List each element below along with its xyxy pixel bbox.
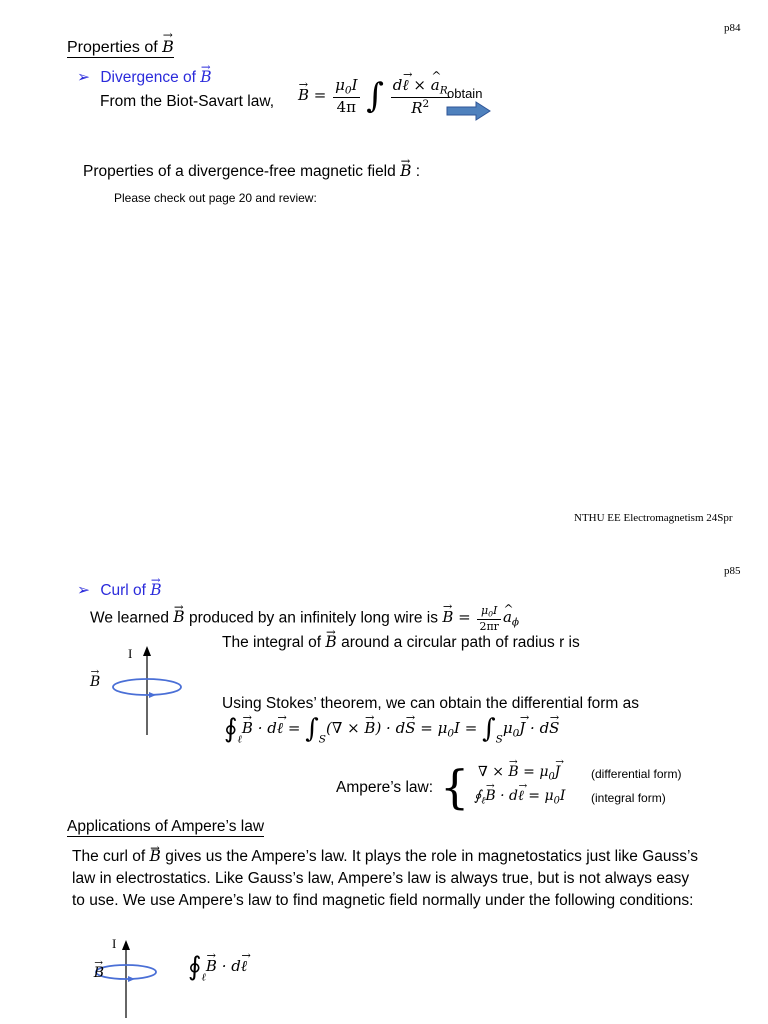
curl-symbol: → B bbox=[150, 581, 161, 599]
divergence-free-colon: : bbox=[411, 163, 421, 180]
left-brace: { bbox=[440, 760, 470, 814]
arrow-bullet-icon: ➢ bbox=[77, 582, 90, 599]
stokes-text: Using Stokes’ theorem, we can obtain the differential form as bbox=[222, 695, 639, 712]
slide-p85 bbox=[0, 540, 768, 1024]
obtain-label: obtain bbox=[447, 86, 483, 101]
title-text: Properties of bbox=[67, 39, 163, 56]
divergence-heading bbox=[77, 68, 212, 87]
stokes-equation: $∮_\ell\to B \cdot d\to$ ℓ = $\int_S(\nabla$ × → $B) \cdot d\to S = \mu_0I = \int_S\mu_0\to J \cdot d\to S$ bbox=[224, 716, 559, 745]
title-symbol: → B bbox=[162, 37, 174, 56]
curl-heading bbox=[77, 581, 162, 600]
learned-text-2: produced by an infinitely long wire is bbox=[184, 609, 443, 627]
integral-text-2: around a circular path of radius r is bbox=[336, 634, 580, 651]
applications-paragraph: The curl of → B gives us the Ampere’s law. It plays the role in magnetostatics just like Gauss’s law in electrostatics. Like Gauss’s law, Ampere’s law is always true, but is not always easy to use. We use Ampere’s law to find magnetic field normally under the following conditions: bbox=[72, 845, 702, 912]
ampere-differential-equation: ∇ × → $B = \mu_0\to J$ bbox=[478, 764, 560, 782]
integral-form-label: (integral form) bbox=[591, 791, 666, 805]
biot-savart-text: From the Biot-Savart law, bbox=[100, 93, 275, 110]
page-number: p84 bbox=[724, 22, 741, 34]
learned-sentence: We learned → B produced by an infinitely long wire is → B = $\frac{\mu_0I}{2\pi r}$ ^ $a_\phi$ bbox=[90, 604, 519, 633]
review-note: Please check out page 20 and review: bbox=[114, 191, 317, 205]
field2-label: → B bbox=[94, 965, 104, 981]
arrow-bullet-icon: ➢ bbox=[77, 69, 90, 86]
differential-form-label: (differential form) bbox=[591, 767, 682, 781]
applications-heading bbox=[67, 818, 264, 836]
applications-paragraph-2: gives us the Ampere’s law. It plays the role in magnetostatics just like Gauss’s law in electrostatics. Like Gauss’s law, Ampere’s law is always true, but is not always easy to use. We use Ampere’s law to find magnetic field normally under the following conditions: bbox=[72, 848, 698, 909]
obtain-arrow-icon bbox=[446, 101, 492, 121]
applications-paragraph-1: The curl of bbox=[72, 848, 150, 865]
divergence-free-text: Properties of a divergence-free magnetic field bbox=[83, 163, 401, 180]
applications-heading-text: Applications of Ampere’s law bbox=[67, 818, 265, 835]
biot-savart-equation: → B = $\frac{\mu_0I}{4\pi}$ ∫ $\frac{d\to \ell \times \^{} a_R}{R^2}$ bbox=[298, 76, 452, 116]
page-number: p85 bbox=[724, 565, 741, 577]
divergence-free-heading bbox=[83, 162, 420, 181]
wire-loop-diagram bbox=[82, 640, 192, 740]
learned-text-1: We learned bbox=[90, 609, 174, 627]
curl-heading-text: Curl of bbox=[100, 582, 151, 599]
divergence-symbol: → B bbox=[200, 68, 211, 86]
wire2-current-label: I bbox=[112, 936, 117, 951]
wire-loop-diagram-2 bbox=[72, 932, 182, 1022]
ampere-integral-equation: $∮_\ell\to B \cdot d\to$ ℓ = $\mu_0I$ bbox=[474, 788, 565, 806]
page-title bbox=[67, 37, 174, 57]
divergence-heading-text: Divergence of bbox=[100, 69, 201, 86]
integral-text-1: The integral of bbox=[222, 634, 326, 651]
wire-current-label: I bbox=[128, 646, 133, 661]
field-label: → B bbox=[90, 674, 100, 690]
footer-text: NTHU EE Electromagnetism 24Spr bbox=[574, 512, 733, 524]
ampere-label: Ampere’s law: bbox=[336, 779, 434, 796]
divergence-free-symbol: → B bbox=[400, 162, 411, 180]
closed-line-integral: $∮_\ell\to B \cdot d\to$ ℓ bbox=[188, 954, 247, 983]
integral-sentence: The integral of → B around a circular path of radius r is bbox=[222, 633, 580, 652]
